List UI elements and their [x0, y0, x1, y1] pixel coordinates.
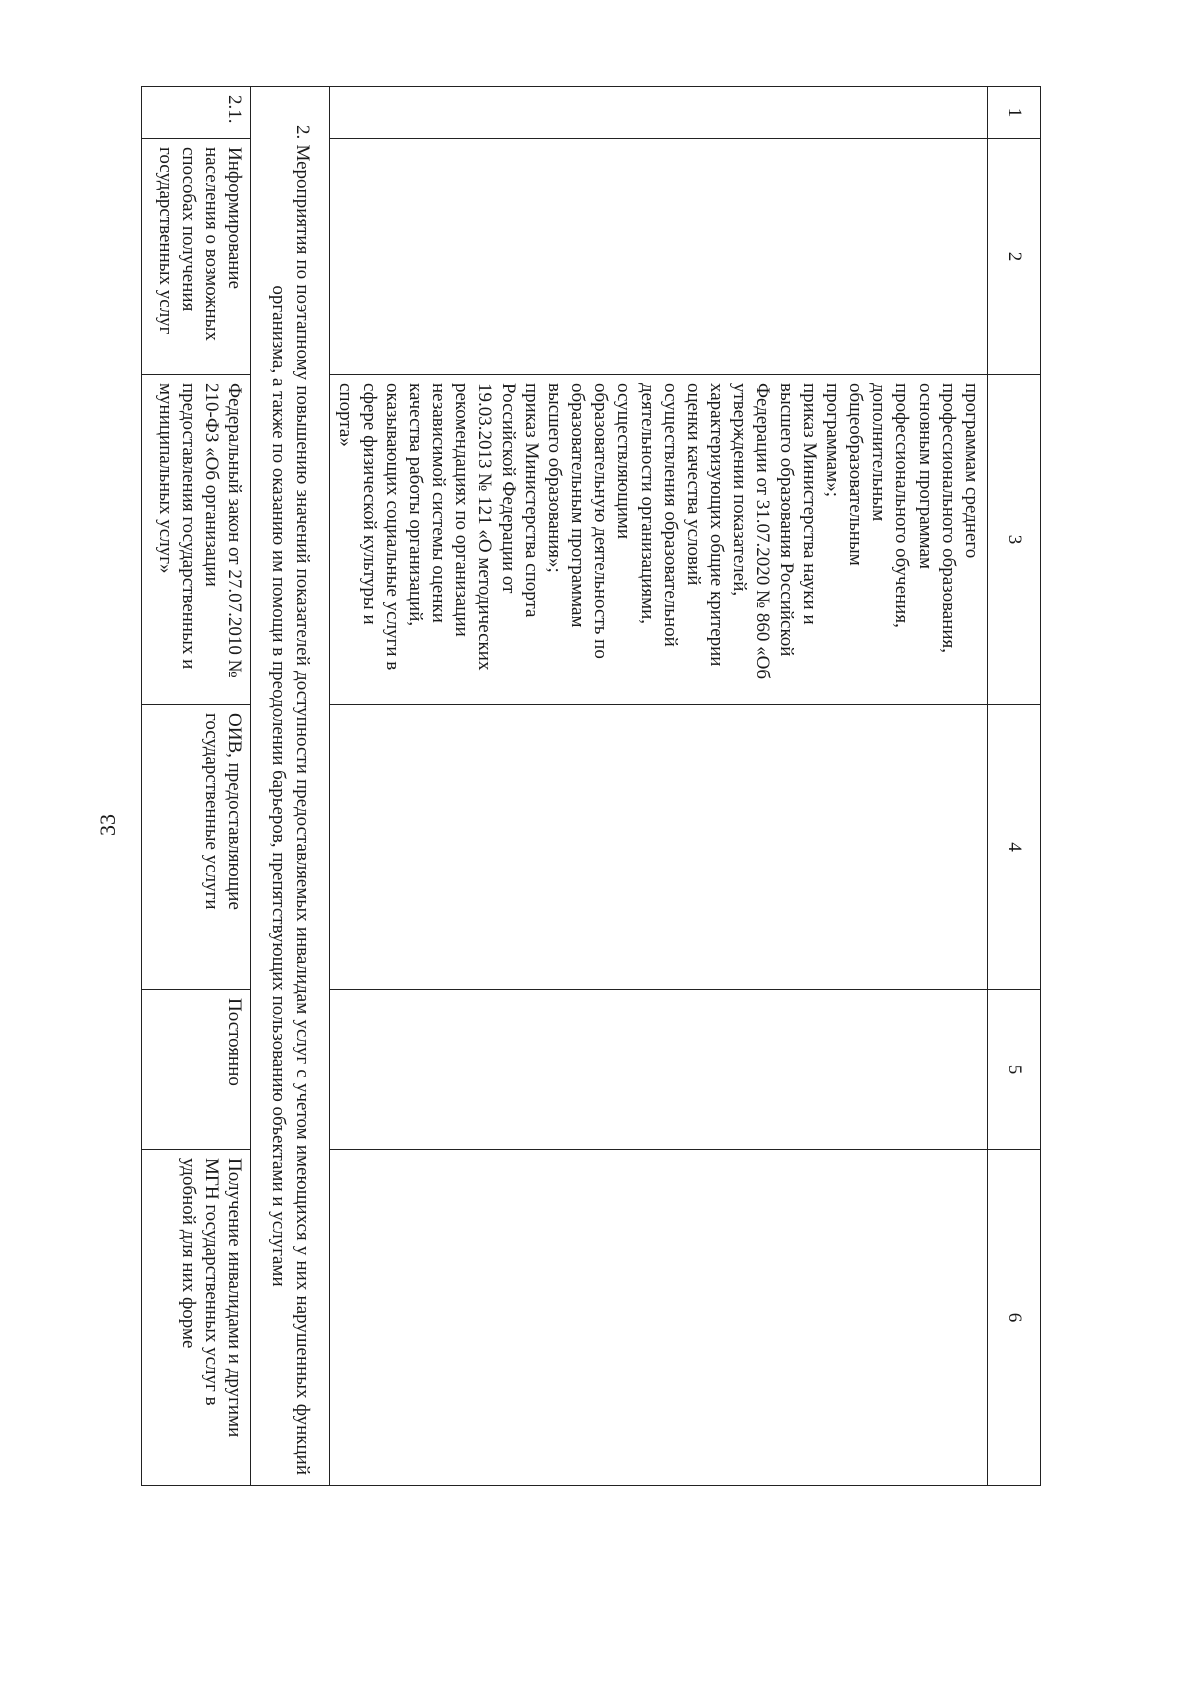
cell-2-1-term: Постоянно [142, 990, 251, 1150]
measures-table-container [154, 86, 1041, 1486]
cell-2-1-basis: Федеральный закон от 27.07.2010 № 210-ФЗ «Об организации предоставления государственных и муниципальных услуг» [142, 375, 251, 705]
section-title-cell [251, 87, 330, 1486]
header-col-6: 6 [988, 1150, 1041, 1486]
cell-continued-col5 [330, 990, 988, 1150]
cell-continued-col4 [330, 705, 988, 990]
measures-table [141, 86, 1041, 1486]
header-col-5: 5 [988, 990, 1041, 1150]
page-number: 33 [95, 814, 120, 836]
cell-2-1-result: Получение инвалидами и другими МГН государственных услуг в удобной для них форме [142, 1150, 251, 1486]
cell-continued-col3 [330, 375, 988, 705]
header-row [988, 87, 1041, 1486]
section-title: 2. Мероприятия по поэтапному повышению значений показателей доступности предоставляемых инвалидам услуг с учетом имеющихся у них нарушенных функций организма, а также по оказанию им помощи в преодолении барьеров, препятствующих пользованию объектами и услугами [268, 125, 313, 1475]
section-row [251, 87, 330, 1486]
cell-continued-col6 [330, 1150, 988, 1486]
header-col-3: 3 [988, 375, 1041, 705]
table-row-2-1 [142, 87, 251, 1486]
table-row-continued [330, 87, 988, 1486]
cell-2-1-name: Информирование населения о возможных способах получения государственных услуг [142, 139, 251, 375]
cell-continued-col1 [330, 87, 988, 139]
cell-continued-col2 [330, 139, 988, 375]
continued-basis-text: программам среднего профессионального образования, основным программам профессионального обучения, дополнительным общеобразовательным программам»; приказ Министерства науки и высшего образования Российской Федерации от 31.07.2020 № 860 «Об утверждении показателей, характеризующих общие критерии оценки качества условий осуществления образовательной деятельности организациями, осуществляющими образовательную деятельность по образовательным программам высшего образования»; приказ Министерства спорта Российской Федерации от 19.03.2013 № 121 «О методических рекомендациях по организации независимой системы оценки качества работы организаций, оказывающих социальные услуги в сфере физической культуры и спорта» [335, 383, 982, 680]
cell-2-1-num: 2.1. [142, 87, 251, 139]
header-col-4: 4 [988, 705, 1041, 990]
header-col-2: 2 [988, 139, 1041, 375]
cell-2-1-executor: ОИВ, предоставляющие государственные услуги [142, 705, 251, 990]
header-col-1: 1 [988, 87, 1041, 139]
